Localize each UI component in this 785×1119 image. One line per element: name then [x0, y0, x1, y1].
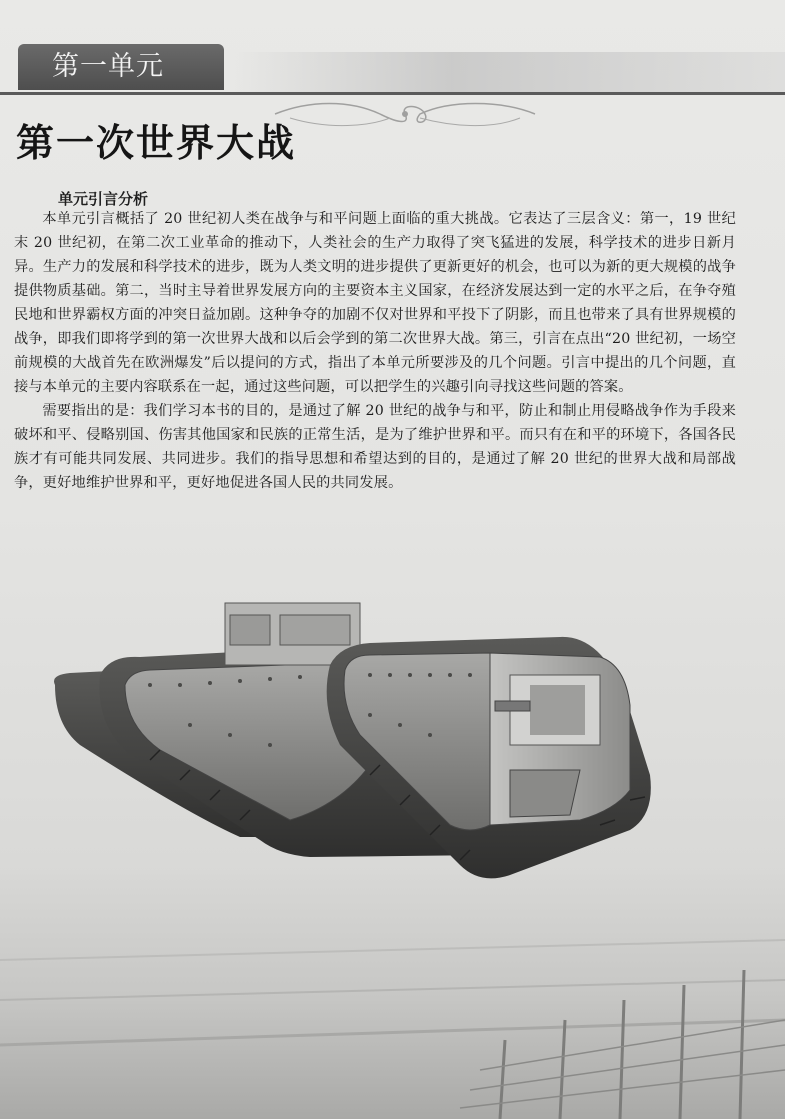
page-title: 第一次世界大战 [16, 120, 297, 165]
tank-image [40, 575, 660, 895]
header-rule [0, 92, 785, 95]
analysis-text [14, 207, 736, 495]
unit-tab [18, 44, 224, 90]
paragraph: 本单元引言概括了 20 世纪初人类在战争与和平问题上面临的重大挑战。它表达了三层含义：第一，19 世纪末 20 世纪初，在第二次工业革命的推动下，人类社会的生产力取得了突飞猛进的发展，科学技术的进步日新月异。生产力的发展和科学技术的进步，既为人类文明的进步提供了更新更好的机会，也可以为新的更大规模的战争提供物质基础。第二，当时主导着世界发展方向的主要资本主义国家，在经济发展达到一定的水平之后，在争夺殖民地和世界霸权方面的冲突日益加剧。这种争夺的加剧不仅对世界和平投下了阴影，而且也带来了具有世界规模的战争，即我们即将学到的第一次世界大战和以后会学到的第二次世界大战。第三，引言在点出“20 世纪初，一场空前规模的大战首先在欧洲爆发”后以提问的方式，指出了本单元所要涉及的几个问题。引言中提出的几个问题，直接与本单元的主要内容联系在一起，通过这些问题，可以把学生的兴趣引向寻找这些问题的答案。 [14, 211, 736, 395]
section-heading: 单元引言分析 [58, 190, 149, 208]
ornament-flourish-icon [270, 96, 540, 132]
unit-label: 第一单元 [52, 51, 164, 82]
header-band [230, 52, 785, 92]
paragraph: 需要指出的是：我们学习本书的目的，是通过了解 20 世纪的战争与和平，防止和制止用侵略战争作为手段来破坏和平、侵略别国、伤害其他国家和民族的正常生活，是为了维护世界和平。而只有在和平的环境下，各国各民族才有可能共同发展、共同进步。我们的指导思想和希望达到的目的，是通过了解 20 世纪的世界大战和局部战争，更好地维护世界和平，更好地促进各国人民的共同发展。 [14, 403, 736, 491]
background-scene [0, 870, 785, 1119]
